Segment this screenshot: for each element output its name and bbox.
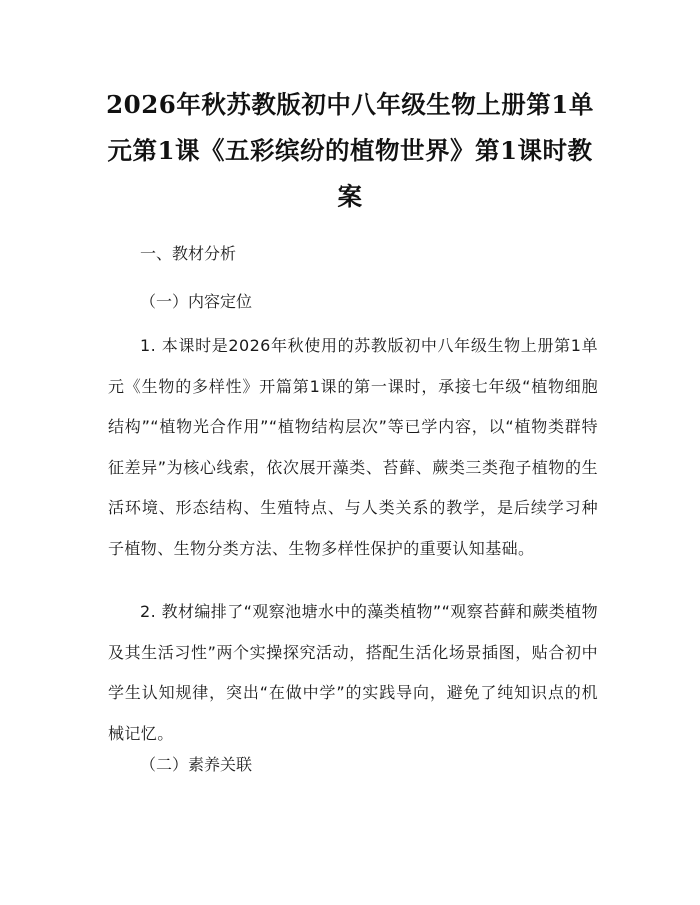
section-heading-textbook-analysis: 一、教材分析 [140,244,237,263]
subsection-heading-literacy-connection: （二）素养关联 [140,755,253,774]
paragraph-content-positioning-2: 2. 教材编排了“观察池塘水中的藻类植物”“观察苔藓和蕨类植物及其生活习性”两个实操探究活动，搭配生活化场景插图，贴合初中学生认知规律，突出“在做中学”的实践导向，避免了纯知识点的机械记忆。 [108,602,598,743]
document-title: 2026年秋苏教版初中八年级生物上册第1单元第1课《五彩缤纷的植物世界》第1课时教案 [106,90,594,211]
subsection-heading-content-positioning: （一）内容定位 [140,292,253,311]
paragraph-content-positioning-1: 1. 本课时是2026年秋使用的苏教版初中八年级生物上册第1单元《生物的多样性》开篇第1课的第一课时，承接七年级“植物细胞结构”“植物光合作用”“植物结构层次”等已学内容，以“植物类群特征差异”为核心线索，依次展开藻类、苔藓、蕨类三类孢子植物的生活环境、形态结构、生殖特点、与人类关系的教学，是后续学习种子植物、生物分类方法、生物多样性保护的重要认知基础。 [108,336,598,558]
